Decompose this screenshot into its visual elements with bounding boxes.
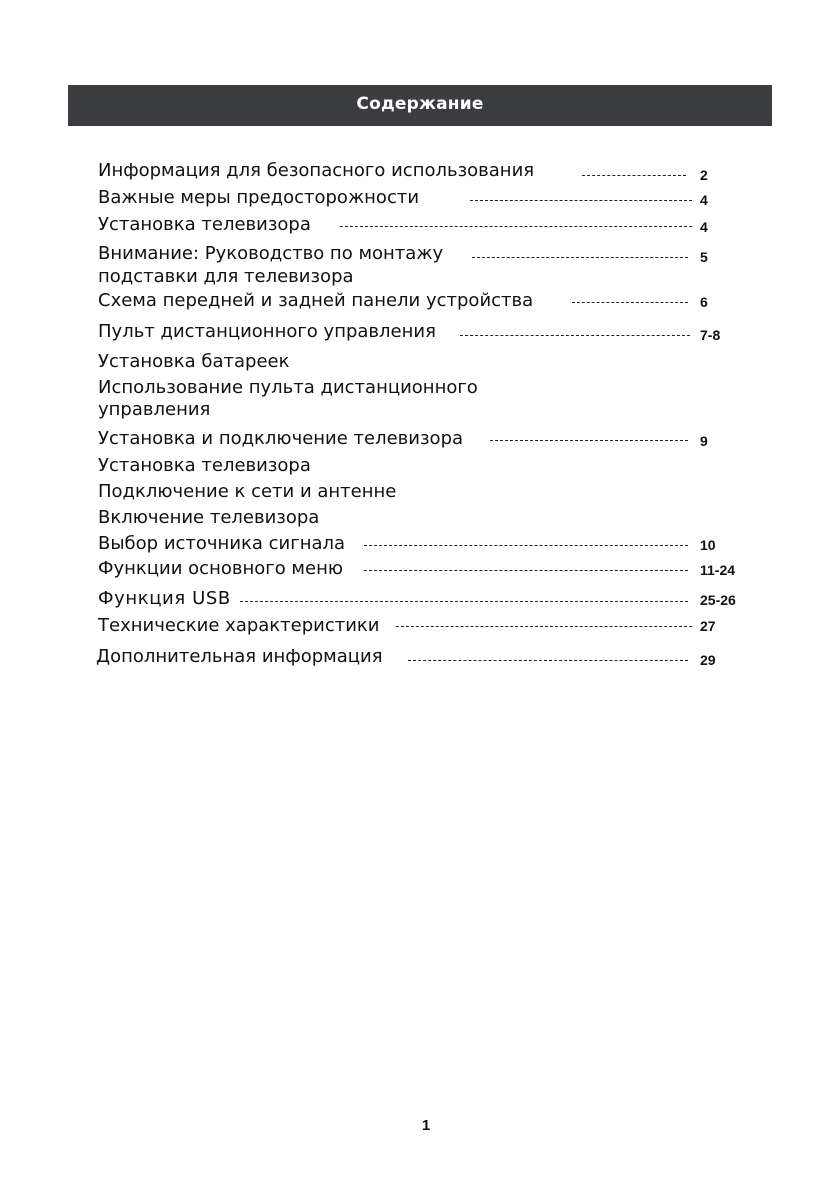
toc-entry-safety-info: Информация для безопасного использования [98, 160, 535, 181]
toc-page-ref: 29 [700, 652, 716, 668]
toc-leader-dots [572, 302, 688, 303]
toc-page-ref: 4 [700, 192, 708, 208]
page-number: 1 [421, 1117, 431, 1134]
toc-leader-dots [460, 335, 690, 336]
toc-entry-stand-mounting-cont: подставки для телевизора [98, 266, 354, 287]
toc-entry-stand-mounting: Внимание: Руководство по монтажу [98, 243, 444, 264]
toc-entry-using-remote: Использование пульта дистанционного [98, 377, 478, 398]
toc-entry-power-antenna: Подключение к сети и антенне [98, 481, 397, 502]
toc-page-ref: 9 [700, 433, 708, 449]
toc-entry-specifications: Технические характеристики [98, 615, 380, 636]
toc-leader-dots [470, 200, 692, 201]
toc-leader-dots [490, 440, 688, 441]
toc-entry-battery-install: Установка батареек [98, 351, 290, 372]
toc-page-ref: 5 [700, 249, 708, 265]
toc-entry-additional-info: Дополнительная информация [96, 646, 383, 667]
toc-leader-dots [396, 626, 692, 627]
toc-entry-tv-installation: Установка телевизора [98, 214, 311, 235]
toc-page-ref: 25-26 [700, 592, 736, 608]
toc-entry-using-remote-cont: управления [98, 399, 211, 420]
contents-title: Содержание [356, 93, 484, 114]
toc-leader-dots [240, 601, 688, 602]
toc-entry-tv-setup: Установка телевизора [98, 455, 311, 476]
toc-page-ref: 7-8 [700, 327, 721, 343]
toc-entry-front-rear-panel: Схема передней и задней панели устройства [98, 290, 534, 311]
toc-leader-dots [472, 257, 688, 258]
toc-leader-dots [582, 175, 686, 176]
toc-entry-install-connect: Установка и подключение телевизора [98, 428, 464, 449]
toc-leader-dots [408, 660, 688, 661]
toc-page-ref: 27 [700, 618, 716, 634]
toc-entry-signal-source: Выбор источника сигнала [98, 533, 346, 554]
toc-entry-usb: Функция USB [98, 588, 231, 609]
toc-entry-remote-control: Пульт дистанционного управления [98, 321, 436, 342]
toc-entry-main-menu: Функции основного меню [98, 558, 344, 579]
toc-leader-dots [364, 570, 688, 571]
toc-page-ref: 6 [700, 294, 708, 310]
toc-page-ref: 11-24 [700, 562, 736, 578]
toc-entry-precautions: Важные меры предосторожности [98, 187, 420, 208]
toc-page-ref: 2 [700, 167, 708, 183]
toc-leader-dots [364, 545, 688, 546]
toc-leader-dots [340, 226, 692, 227]
contents-header-bar [68, 85, 772, 126]
toc-page-ref: 10 [700, 537, 716, 553]
toc-page-ref: 4 [700, 219, 708, 235]
toc-entry-power-on: Включение телевизора [98, 507, 320, 528]
